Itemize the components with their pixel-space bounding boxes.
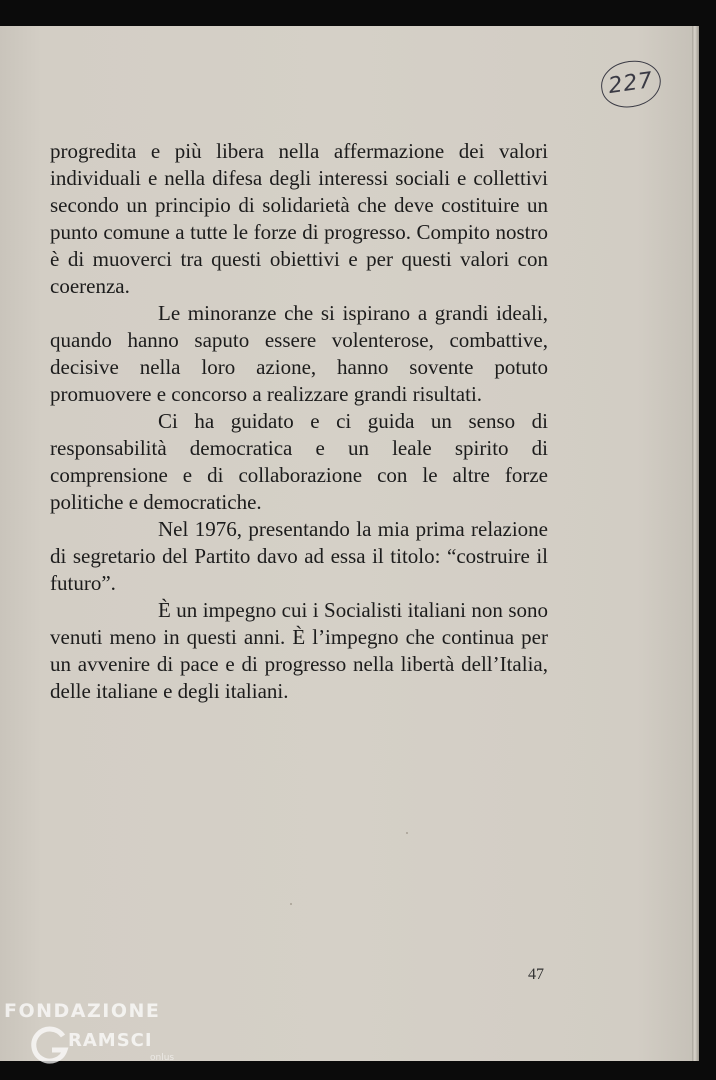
watermark-line1: FONDAZIONE [4,1000,161,1022]
paragraph: Ci ha guidato e ci guida un senso di responsabilità democratica e un leale spirito di comprensione e di collaborazione con le altre forze politiche e democratiche. [50,409,548,514]
page-edge [692,26,699,1061]
fondazione-gramsci-watermark [4,1000,194,1080]
page-number: 47 [528,966,544,983]
paragraph: Nel 1976, presentando la mia prima relazione di segretario del Partito davo ad essa il titolo: “costruire il futuro”. [50,517,548,595]
paper-speck [406,832,408,834]
watermark-line2: RAMSCI [68,1030,153,1051]
watermark-g-logo-icon [30,1024,72,1066]
paper-speck [290,903,292,905]
paragraph: progredita e più libera nella affermazione dei valori individuali e nella difesa degli interessi sociali e collettivi secondo un principio di solidarietà che deve costituire un punto comune a tutte le forze di progresso. Compito nostro è di muoverci tra questi obiettivi e per questi valori con coerenza. [50,139,548,298]
watermark-line3: onlus [150,1053,175,1063]
body-text [50,138,548,705]
paragraph: Le minoranze che si ispirano a grandi ideali, quando hanno saputo essere volenterose, combattive, decisive nella loro azione, hanno sovente potuto promuovere e concorso a realizzare grandi risultati. [50,301,548,406]
paragraph: È un impegno cui i Socialisti italiani non sono venuti meno in questi anni. È l’impegno che continua per un avvenire di pace e di progresso nella libertà dell’Italia, delle italiane e degli italiani. [50,598,548,703]
archive-number-stamp: 227 [598,57,664,111]
